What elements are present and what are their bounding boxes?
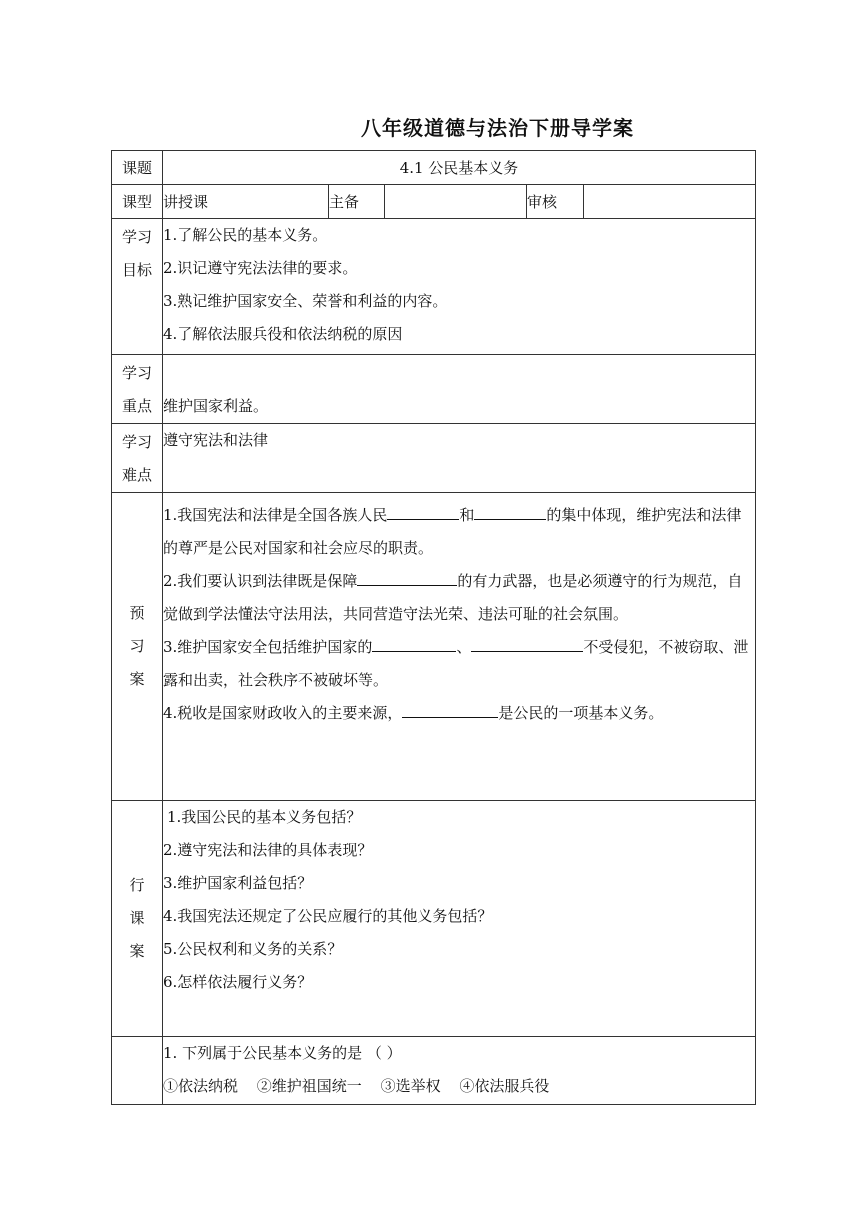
page-title: 八年级道德与法治下册导学案 (361, 116, 634, 140)
label-key-line-1: 学习 (121, 364, 152, 382)
row-topic (112, 151, 756, 185)
goal-item: 1.了解公民的基本义务。 (163, 226, 328, 244)
review-value (584, 185, 756, 219)
label-goals (112, 219, 163, 355)
option-3: ③选举权 (380, 1077, 441, 1095)
row-preview (112, 493, 756, 801)
row-lesson (112, 801, 756, 1037)
label-exercise (112, 1037, 163, 1105)
exercise-question: 1. 下列属于公民基本义务的是 （ ） (163, 1044, 402, 1062)
difficulties-text: 遵守宪法和法律 (163, 431, 269, 449)
lesson-content (163, 801, 756, 1037)
topic-value: 4.1 公民基本义务 (163, 151, 756, 185)
key-points-content (163, 355, 756, 424)
lesson-item: 3.维护国家利益包括？ (163, 874, 313, 892)
preview-q3: 3.维护国家安全包括维护国家的 、 不受侵犯，不被窃取、泄露和出卖，社会秩序不被破坏等。 (163, 638, 749, 689)
lesson-item: 5.公民权利和义务的关系？ (163, 940, 343, 958)
label-key-points (112, 355, 163, 424)
label-lesson (112, 801, 163, 1037)
label-key-line-2: 重点 (121, 397, 152, 415)
lesson-item: 1.我国公民的基本义务包括？ (167, 808, 362, 826)
label-preview-3: 案 (129, 670, 145, 688)
lesson-item: 4.我国宪法还规定了公民应履行的其他义务包括？ (163, 907, 493, 925)
difficulties-content (163, 424, 756, 493)
label-lesson-1: 行 (129, 876, 145, 894)
goal-item: 4.了解依法服兵役和依法纳税的原因 (163, 325, 403, 343)
type-value: 讲授课 (163, 185, 329, 219)
exercise-content (163, 1037, 756, 1105)
row-type (112, 185, 756, 219)
label-topic: 课题 (112, 151, 163, 185)
label-type: 课型 (112, 185, 163, 219)
fill-blank[interactable] (387, 505, 459, 520)
goals-content (163, 219, 756, 355)
goal-item: 2.识记遵守宪法法律的要求。 (163, 259, 358, 277)
label-preview (112, 493, 163, 801)
fill-blank[interactable] (471, 637, 583, 652)
lesson-item: 2.遵守宪法和法律的具体表现？ (163, 841, 373, 859)
row-difficulties (112, 424, 756, 493)
exercise-options (163, 1070, 755, 1103)
preview-q1: 1.我国宪法和法律是全国各族人民 和 的集中体现，维护宪法和法律的尊严是公民对国家和社会应尽的职责。 (163, 506, 742, 557)
preview-q2: 2.我们要认识到法律既是保障 的有力武器，也是必须遵守的行为规范，自觉做到学法懂法守法用法，共同营造守法光荣、违法可耻的社会氛围。 (163, 572, 743, 623)
label-goals-line-1: 学习 (121, 228, 152, 246)
label-preview-2: 习 (129, 637, 145, 655)
option-1: ①依法纳税 (163, 1077, 239, 1095)
key-points-text: 维护国家利益。 (163, 397, 269, 415)
label-diff-line-2: 难点 (121, 466, 152, 484)
label-diff-line-1: 学习 (121, 433, 152, 451)
lead-value (385, 185, 527, 219)
label-lesson-3: 案 (129, 942, 145, 960)
option-2: ②维护祖国统一 (256, 1077, 362, 1095)
study-guide-table (111, 150, 756, 1105)
option-4: ④依法服兵役 (459, 1077, 550, 1095)
preview-q4: 4.税收是国家财政收入的主要来源， 是公民的一项基本义务。 (163, 704, 664, 722)
goal-item: 3.熟记维护国家安全、荣誉和利益的内容。 (163, 292, 448, 310)
fill-blank[interactable] (372, 637, 456, 652)
fill-blank[interactable] (474, 505, 546, 520)
row-exercise (112, 1037, 756, 1105)
row-goals (112, 219, 756, 355)
label-review: 审核 (527, 185, 584, 219)
label-preview-1: 预 (129, 604, 145, 622)
label-difficulties (112, 424, 163, 493)
fill-blank[interactable] (357, 571, 457, 586)
label-lead: 主备 (329, 185, 385, 219)
fill-blank[interactable] (402, 703, 498, 718)
label-goals-line-2: 目标 (121, 261, 152, 279)
preview-content (163, 493, 756, 801)
lesson-item: 6.怎样依法履行义务？ (163, 973, 313, 991)
label-lesson-2: 课 (129, 909, 145, 927)
row-key-points (112, 355, 756, 424)
